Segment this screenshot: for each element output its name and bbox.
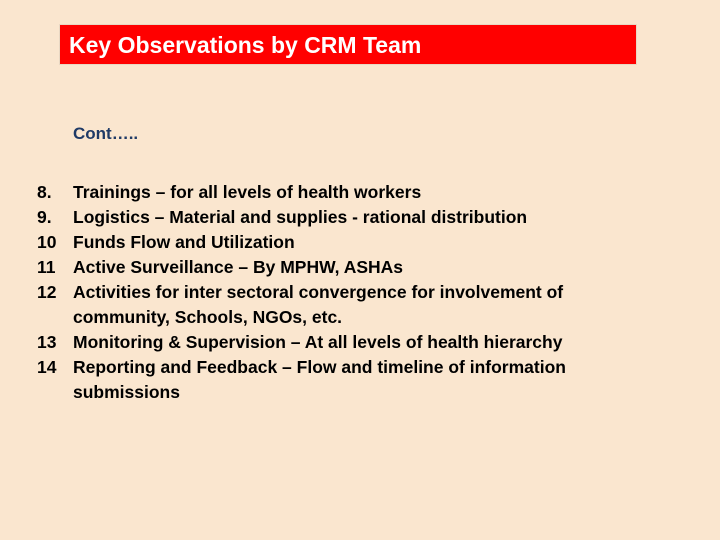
- list-item-text: Logistics – Material and supplies - rational distribution: [73, 207, 528, 227]
- list-item: [37, 230, 657, 255]
- title-banner: [59, 24, 637, 65]
- list-item-text: Trainings – for all levels of health workers: [73, 182, 422, 202]
- list-item-text: Reporting and Feedback – Flow and timeline of information submissions: [73, 357, 566, 402]
- observations-list: [37, 180, 657, 405]
- list-item-number: 12: [37, 282, 57, 302]
- list-item-number: 11: [37, 257, 56, 277]
- slide-title: Key Observations by CRM Team: [69, 32, 422, 58]
- list-item-text: Activities for inter sectoral convergence for involvement of community, Schools, NGOs, etc.: [73, 282, 564, 327]
- list-item-text: Monitoring & Supervision – At all levels of health hierarchy: [73, 332, 563, 352]
- list-item-number: 14: [37, 357, 57, 377]
- continued-label: Cont…..: [73, 124, 139, 143]
- list-item: [37, 280, 657, 330]
- list-item: [37, 205, 657, 230]
- list-item-number: 8.: [37, 182, 52, 202]
- list-item: [37, 180, 657, 205]
- list-item-text: Funds Flow and Utilization: [73, 232, 295, 252]
- list-item: [37, 255, 657, 280]
- list-item: [37, 355, 657, 405]
- list-item-text: Active Surveillance – By MPHW, ASHAs: [73, 257, 404, 277]
- list-item: [37, 330, 657, 355]
- list-item-number: 13: [37, 332, 57, 352]
- list-item-number: 10: [37, 232, 57, 252]
- list-item-number: 9.: [37, 207, 52, 227]
